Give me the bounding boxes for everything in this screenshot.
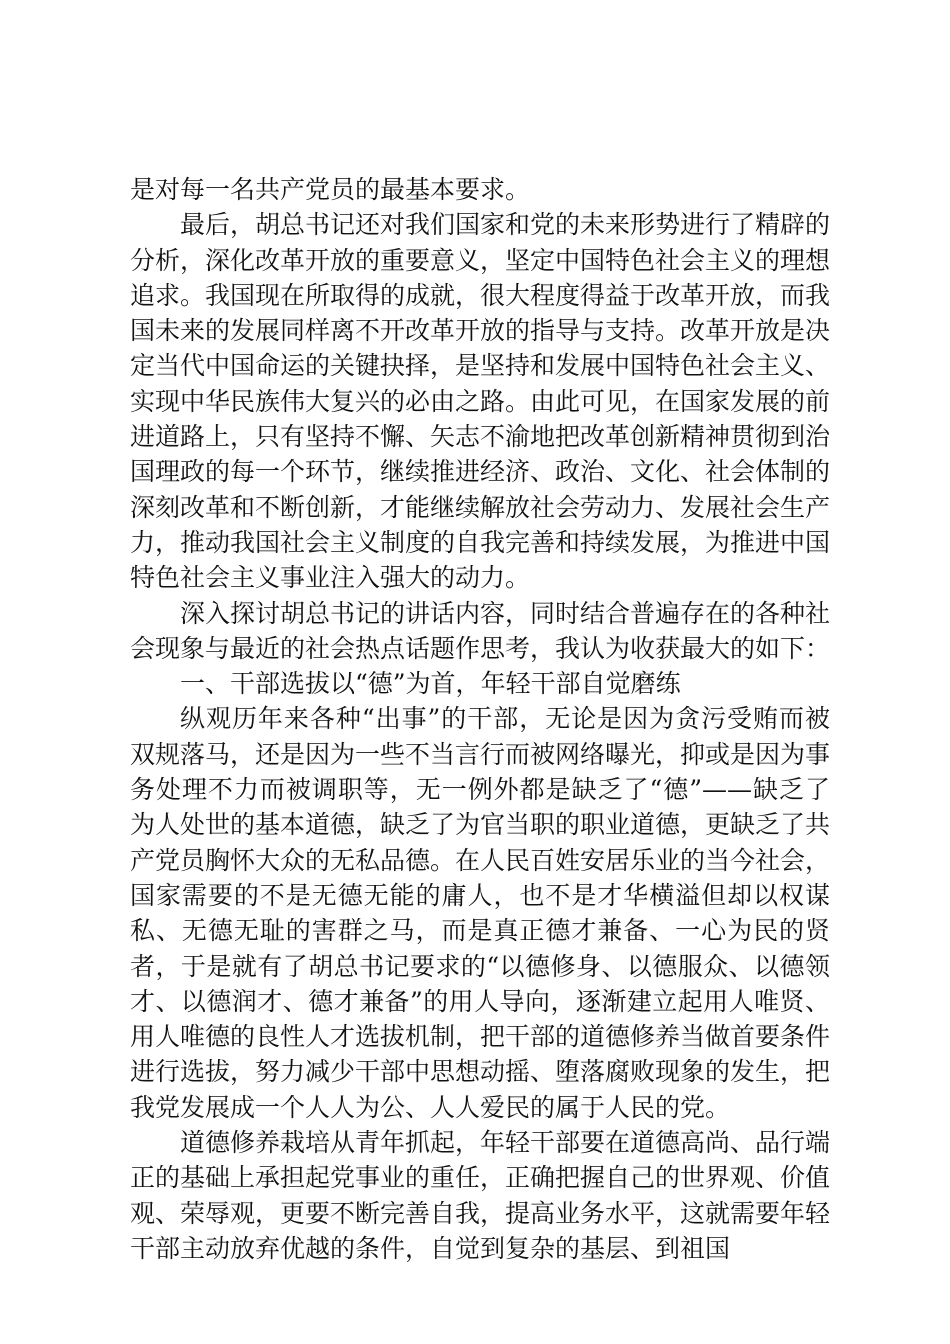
document-body xyxy=(130,172,830,1266)
paragraph-cadre-morality: 纵观历年来各种“出事”的干部，无论是因为贪污受贿而被双规落马，还是因为一些不当言行而被网络曝光，抑或是因为事务处理不力而被调职等，无一例外都是缺乏了“德”——缺乏了为人处世的基本道德，缺乏了为官当职的职业道德，更缺乏了共产党员胸怀大众的无私品德。在人民百姓安居乐业的当今社会，国家需要的不是无德无能的庸人，也不是才华横溢但却以权谋私、无德无耻的害群之马，而是真正德才兼备、一心为民的贤者，于是就有了胡总书记要求的“以德修身、以德服众、以德领才、以德润才、德才兼备”的用人导向，逐渐建立起用人唯贤、用人唯德的良性人才选拔机制，把干部的道德修养当做首要条件进行选拔，努力减少干部中思想动摇、堕落腐败现象的发生，把我党发展成一个人人为公、人人爱民的属于人民的党。 xyxy=(130,704,831,1122)
paragraph-young-cadres: 道德修养栽培从青年抓起，年轻干部要在道德高尚、品行端正的基础上承担起党事业的重任，正确把握自己的世界观、价值观、荣辱观，更要不断完善自我，提高业务水平，这就需要年轻干部主动放弃优越的条件，自觉到复杂的基层、到祖国 xyxy=(130,1128,831,1263)
paragraph-continuation: 是对每一名共产党员的最基本要求。 xyxy=(130,175,531,204)
paragraph-reform-opening: 最后，胡总书记还对我们国家和党的未来形势进行了精辟的分析，深化改革开放的重要意义，坚定中国特色社会主义的理想追求。我国现在所取得的成就，很大程度得益于改革开放，而我国未来的发展同样离不开改革开放的指导与支持。改革开放是决定当代中国命运的关键抉择，是坚持和发展中国特色社会主义、实现中华民族伟大复兴的必由之路。由此可见，在国家发展的前进道路上，只有坚持不懈、矢志不渝地把改革创新精神贯彻到治国理政的每一个环节，继续推进经济、政治、文化、社会体制的深刻改革和不断创新，才能继续解放社会劳动力、发展社会生产力，推动我国社会主义制度的自我完善和持续发展，为推进中国特色社会主义事业注入强大的动力。 xyxy=(130,210,831,593)
paragraph-reflection-intro: 深入探讨胡总书记的讲话内容，同时结合普遍存在的各种社会现象与最近的社会热点话题作思考，我认为收获最大的如下： xyxy=(130,598,831,663)
section-heading-cadre-selection: 一、干部选拔以“德”为首，年轻干部自觉磨练 xyxy=(180,669,681,699)
